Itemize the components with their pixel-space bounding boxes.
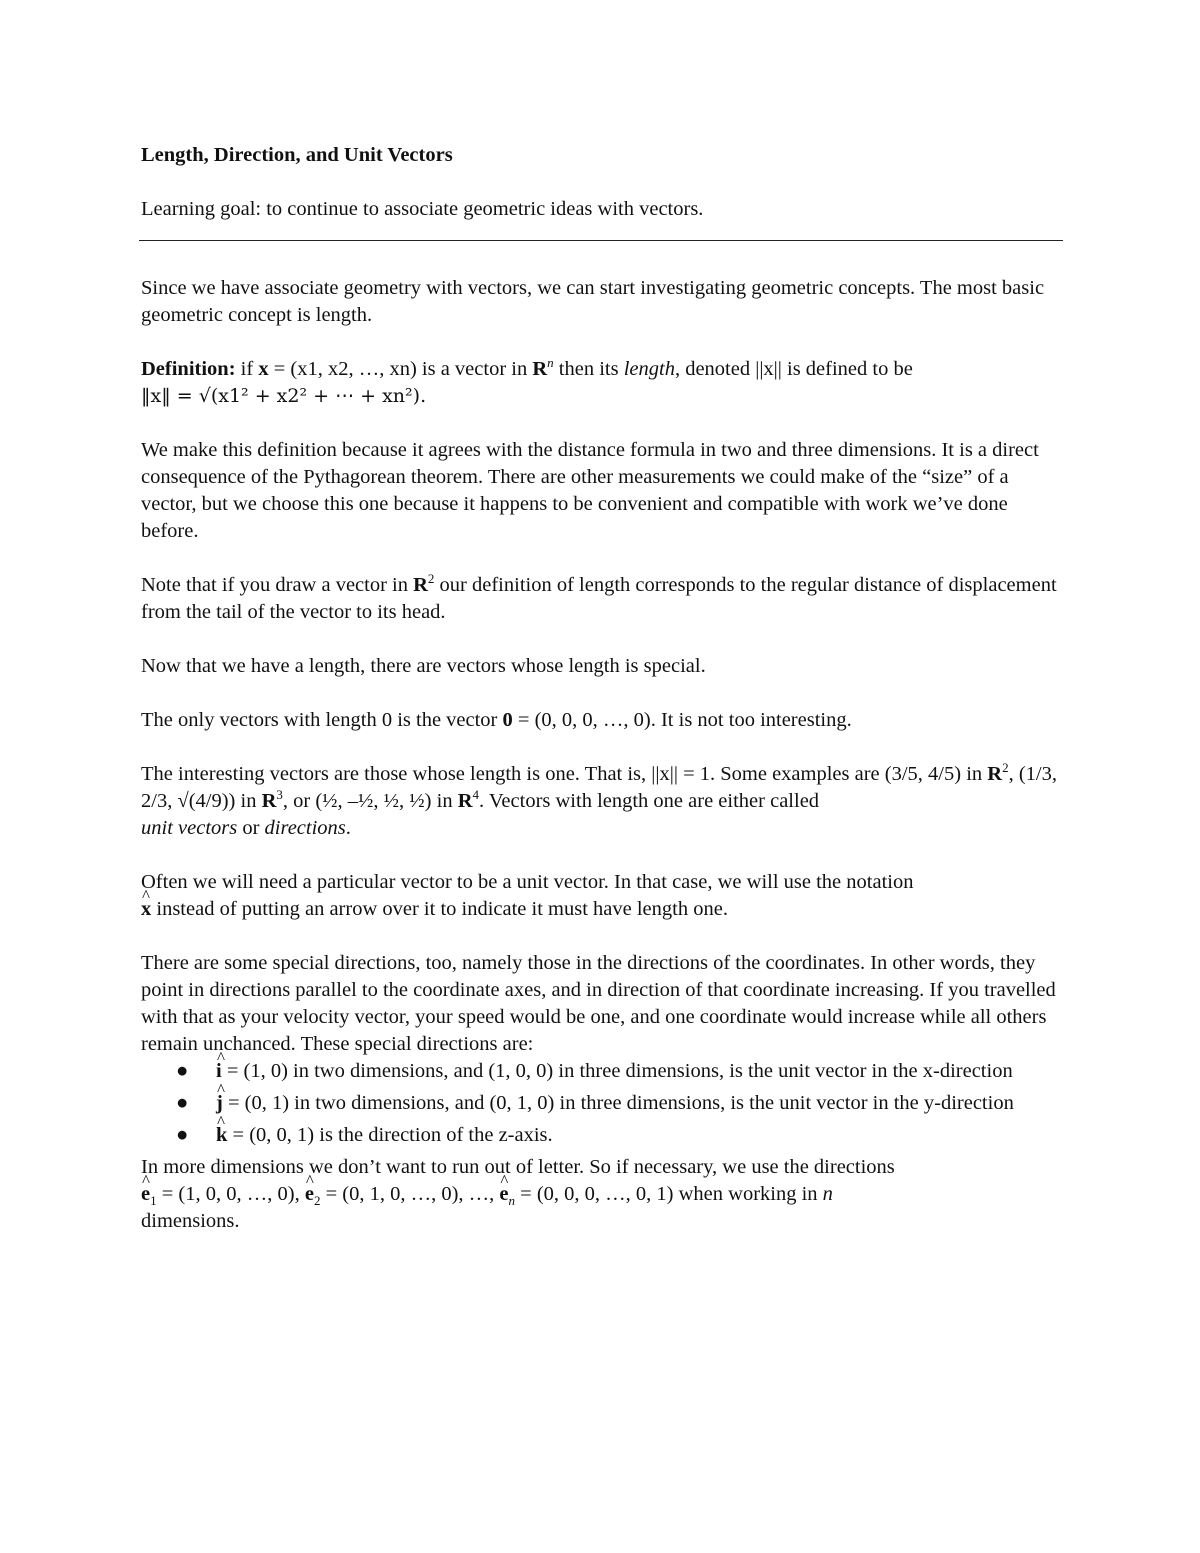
zero-vector-end: = (0, 0, 0, …, 0). It is not too interesting.	[517, 709, 852, 731]
more-dimensions-start: In more dimensions we don’t want to run out of letter. So if necessary, we use the directions	[141, 1156, 895, 1178]
zero-vector-symbol: 0	[502, 709, 513, 731]
r2-note-paragraph: Note that if you draw a vector in $R^2$ our definition of length corresponds to the regular distance of displacement from the tail of the vector to its head.	[141, 571, 1057, 623]
k-hat-symbol: ^ k	[216, 1122, 227, 1149]
r2-note-end: our definition of length corresponds to the regular distance of displacement from the tail of the vector to its head.	[141, 574, 1057, 623]
x-hat-symbol: ^ x	[141, 896, 151, 923]
i-hat-symbol: ^ i	[216, 1058, 222, 1085]
intro-paragraph: Since we have associate geometry with vectors, we can start investigating geometric concepts. The most basic geometric concept is length.	[141, 277, 1045, 326]
document-page	[141, 142, 1061, 1262]
directions-term: directions	[264, 817, 346, 839]
real-space-symbol: R	[457, 790, 473, 812]
norm-formula: ‖x‖ = √(x1² + x2² + ⋯ + xn²).	[141, 385, 427, 407]
en-value: = (0, 0, 0, …, 0, 1) when working in	[520, 1183, 818, 1205]
list-item	[176, 1090, 1061, 1117]
page-title: Length, Direction, and Unit Vectors	[141, 144, 453, 166]
real-space-symbol: R	[413, 574, 428, 596]
i-hat-description: = (1, 0) in two dimensions, and (1, 0, 0) in three dimensions, is the unit vector in the x-direction	[226, 1060, 1013, 1082]
hat-notation-start: Often we will need a particular vector to be a unit vector. In that case, we will use the notation	[141, 871, 914, 893]
r4-example: , or (½, –½, ½, ½) in	[282, 790, 453, 812]
vector-x: x	[258, 358, 269, 380]
e2-hat-symbol: ^ e	[305, 1181, 314, 1208]
definition-paragraph	[141, 356, 1061, 410]
en-hat-symbol: ^ e	[499, 1181, 508, 1208]
e2-value: = (0, 1, 0, …, 0), …,	[325, 1183, 495, 1205]
unit-vector-paragraph: The interesting vectors are those whose length is one. That is, ||x|| = 1. Some examples are (3/5, 4/5) in $R^2$, (1/3, 2/3, √(4/9)) in $R^3$, or (½, –½, ½, ½) in $R^4$. Vectors with length one are either called unit vectors or directions.	[141, 760, 1057, 839]
real-space-symbol: R	[261, 790, 277, 812]
special-length-paragraph: Now that we have a length, there are vectors whose length is special.	[141, 655, 706, 677]
special-directions-paragraph: There are some special directions, too, namely those in the directions of the coordinates. In other words, they point in directions parallel to the coordinate axes, and in direction of that coordinate increasing. If you travelled with that as your velocity vector, your speed would be one, and one coordinate would increase while all others remain unchanced. These special directions are:	[141, 952, 1056, 1055]
hat-notation-end: instead of putting an arrow over it to indicate it must have length one.	[156, 898, 728, 920]
zero-vector-start: The only vectors with length 0 is the vector	[141, 709, 498, 731]
n-variable: n	[822, 1183, 833, 1205]
unit-vector-called: . Vectors with length one are either called	[479, 790, 820, 812]
norm-formula-text: ‖x‖ = √(x1² + x2² + ⋯ + xn²)	[141, 385, 421, 407]
learning-goal: Learning goal: to continue to associate geometric ideas with vectors.	[141, 198, 704, 220]
definition-text-then: then its	[558, 358, 619, 380]
dimensions-word: dimensions.	[141, 1210, 240, 1232]
r3-example-vector: (1/3, 2/3, √(4/9))	[141, 763, 1057, 812]
e1-value: = (1, 0, 0, …, 0),	[161, 1183, 300, 1205]
e1-hat-symbol: ^ e	[141, 1181, 150, 1208]
definition-text-denoted: , denoted ||x|| is defined to be	[674, 358, 913, 380]
definition-text-if: if	[240, 358, 254, 380]
real-space-symbol: R	[532, 358, 548, 380]
definition-label: Definition:	[141, 358, 236, 380]
list-item	[176, 1058, 1061, 1085]
horizontal-divider	[139, 240, 1063, 241]
explanation-paragraph: We make this definition because it agrees with the distance formula in two and three dimensions. It is a direct consequence of the Pythagorean theorem. There are other measurements we could make of the “size” of a vector, but we choose this one because it happens to be convenient and compatible with work we’ve done before.	[141, 439, 1039, 542]
k-hat-description: = (0, 0, 1) is the direction of the z-axis.	[232, 1124, 553, 1146]
dimension-exponent: n	[547, 355, 554, 371]
real-space-symbol: R	[987, 763, 1003, 785]
j-hat-symbol: ^ j	[216, 1090, 223, 1117]
j-hat-description: = (0, 1) in two dimensions, and (0, 1, 0) in three dimensions, is the unit vector in the y-direction	[227, 1092, 1014, 1114]
more-dimensions-paragraph: In more dimensions we don’t want to run out of letter. So if necessary, we use the directions ^ $e_1 = (1$, 0, 0, …, 0), ^ $e_2 = (0$, 1, 0, …, 0), …, ^ $e_n = (0$, 0, 0, …, 0, 1) when working in n dimensions.	[141, 1154, 1061, 1235]
unit-vectors-term: unit vectors	[141, 817, 238, 839]
r2-note-start: Note that if you draw a vector in	[141, 574, 408, 596]
bullet-icon: ●	[176, 1092, 189, 1114]
in-word: in	[240, 790, 257, 812]
bullet-icon: ●	[176, 1060, 189, 1082]
zero-vector-paragraph	[141, 707, 1061, 734]
hat-notation-paragraph	[141, 869, 1061, 923]
unit-vector-examples-start: The interesting vectors are those whose length is one. That is, ||x|| = 1. Some examples are (3/5, 4/5) in	[141, 763, 983, 785]
list-item	[176, 1122, 1061, 1149]
definition-vector-components: = (x1, x2, …, xn) is a vector in	[273, 358, 528, 380]
special-directions-list	[141, 1058, 1061, 1149]
length-term: length	[623, 358, 675, 380]
or-word: or	[242, 817, 260, 839]
bullet-icon: ●	[176, 1124, 189, 1146]
